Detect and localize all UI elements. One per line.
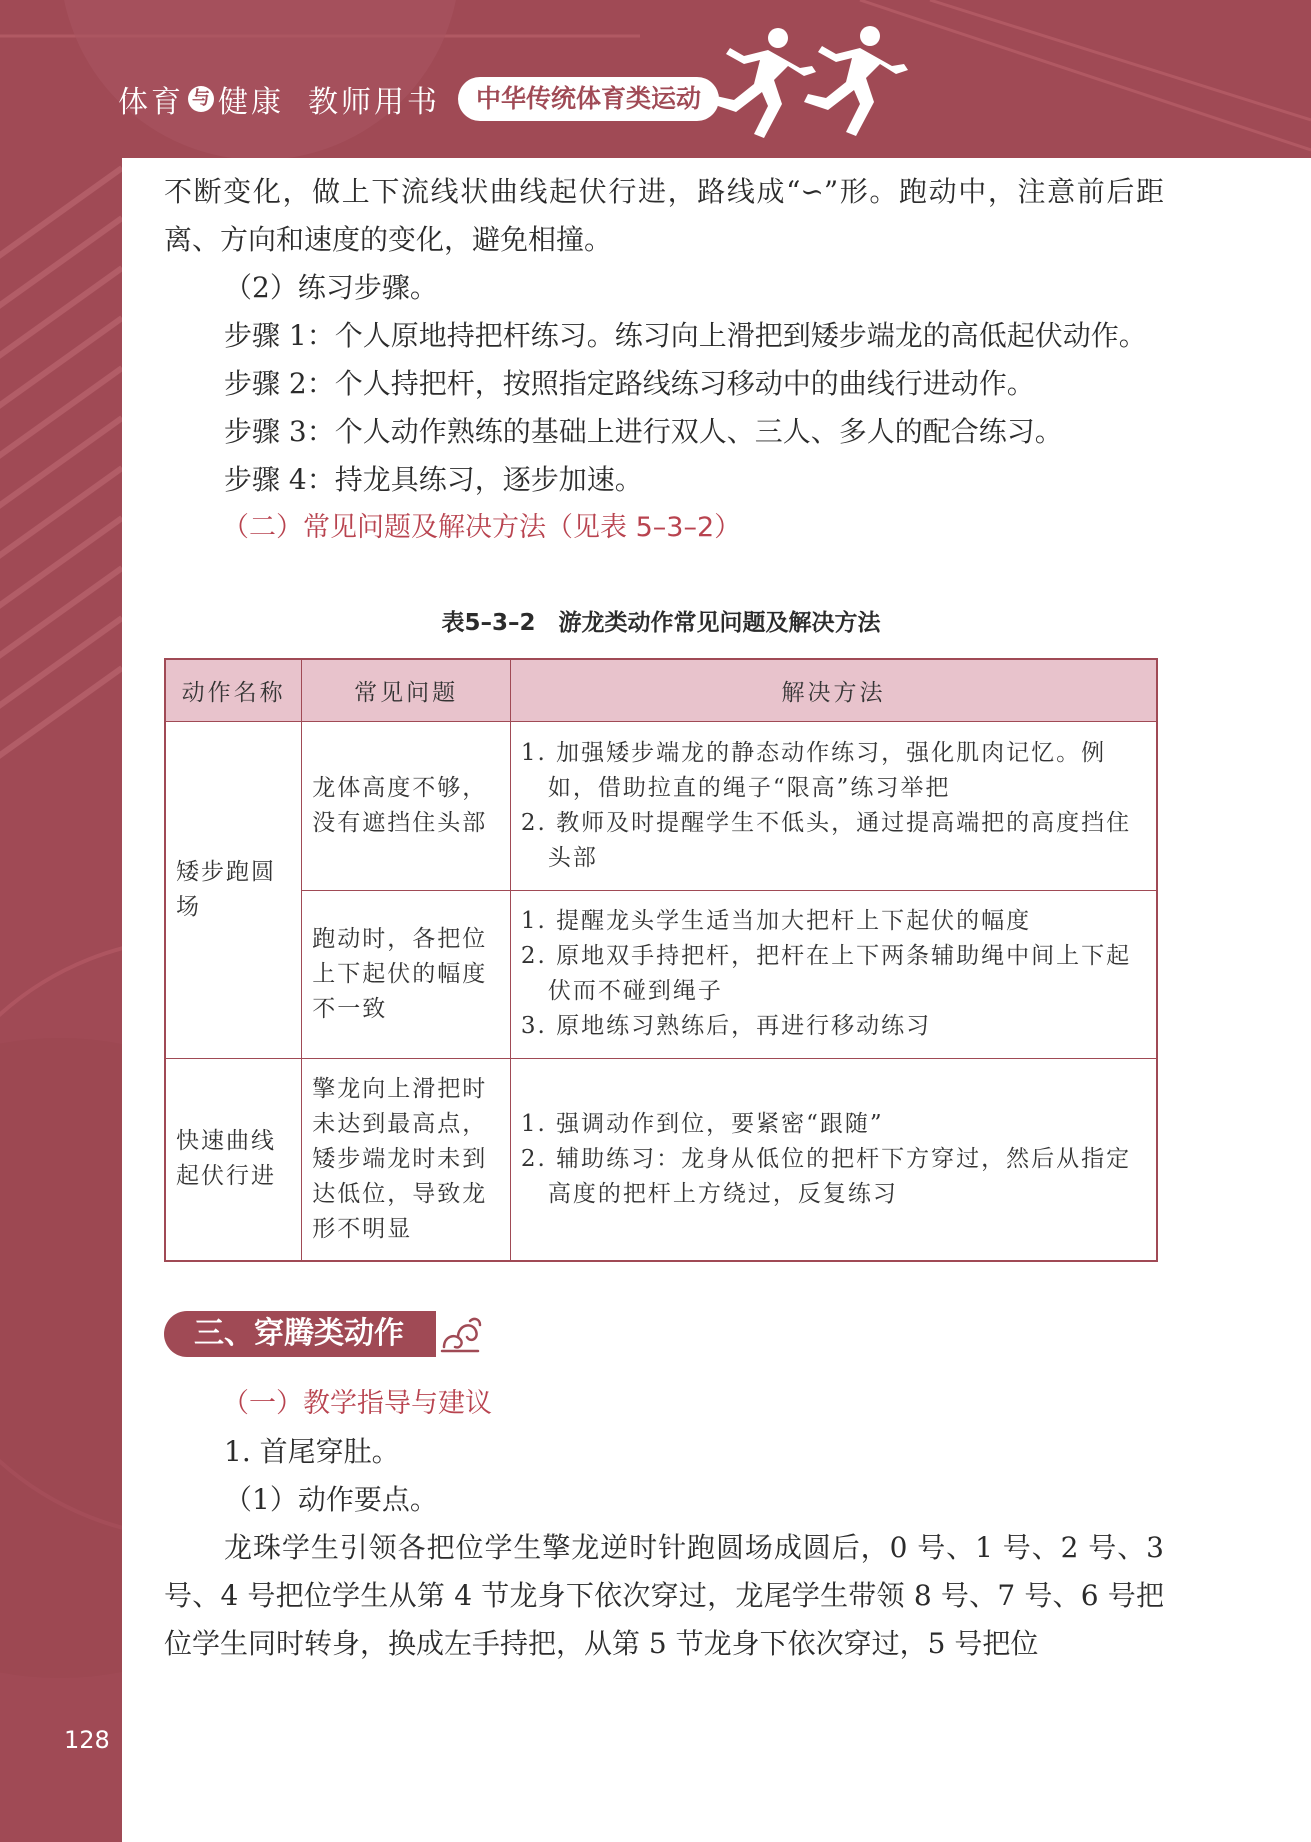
paragraph-continued: 不断变化，做上下流线状曲线起伏行进，路线成“∽”形。跑动中，注意前后距离、方向和速度的变化，避免相撞。 — [164, 175, 1164, 256]
table-row — [165, 1058, 1157, 1261]
solution-cell — [510, 721, 1157, 890]
solution-item: 1. 提醒龙头学生适当加大把杆上下起伏的幅度 — [520, 908, 1032, 934]
body-text-bottom — [164, 1380, 1164, 1668]
paragraph-item-1: 1. 首尾穿肚。 — [224, 1435, 400, 1468]
solution-item: 3. 原地练习熟练后，再进行移动练习 — [520, 1013, 932, 1039]
solution-item: 2. 原地双手持把杆，把杆在上下两条辅助绳中间上下起伏而不碰到绳子 — [520, 943, 1132, 1004]
subheading-teaching-guidance: （一）教学指导与建议 — [222, 1388, 492, 1419]
header-action-name: 动作名称 — [165, 659, 302, 721]
problems-solutions-table — [164, 658, 1158, 1262]
paragraph-key-points: （1）动作要点。 — [224, 1483, 438, 1516]
book-title-part-b: 健康 — [218, 85, 284, 120]
subheading-common-problems: （二）常见问题及解决方法（见表 5–3–2） — [222, 512, 742, 543]
table-row — [165, 721, 1157, 890]
solution-item: 1. 加强矮步端龙的静态动作练习，强化肌肉记忆。例如，借助拉直的绳子“限高”练习举把 — [520, 739, 1107, 801]
section-title: 三、穿腾类动作 — [164, 1311, 436, 1357]
left-stripes-decoration — [0, 158, 122, 1842]
runners-icon — [708, 22, 920, 140]
left-margin-band — [0, 158, 122, 1842]
paragraph-step-2: 步骤 2：个人持把杆，按照指定路线练习移动中的曲线行进动作。 — [224, 367, 1035, 400]
section-heading — [164, 1311, 484, 1357]
problem-cell: 擎龙向上滑把时未达到最高点，矮步端龙时未到达低位，导致龙形不明显 — [302, 1058, 511, 1261]
table-header-row — [165, 659, 1157, 721]
paragraph-step-4: 步骤 4：持龙具练习，逐步加速。 — [224, 463, 643, 496]
paragraph-description: 龙珠学生引领各把位学生擎龙逆时针跑圆场成圆后，0 号、1 号、2 号、3 号、4 号把位学生从第 4 节龙身下依次穿过，龙尾学生带领 8 号、7 号、6 号把位学生同时转身，换成左手持把，从第 5 节龙身下依次穿过，5 号把位 — [164, 1531, 1164, 1660]
table-row — [165, 890, 1157, 1058]
action-cell: 快速曲线起伏行进 — [165, 1058, 302, 1261]
book-title — [118, 77, 284, 121]
header-solution: 解决方法 — [510, 659, 1157, 721]
paragraph-practice-steps: （2）练习步骤。 — [224, 271, 438, 304]
header-common-problem: 常见问题 — [302, 659, 511, 721]
solution-cell — [510, 1058, 1157, 1261]
page-number: 128 — [64, 1726, 110, 1754]
problem-cell: 跑动时，各把位上下起伏的幅度不一致 — [302, 890, 511, 1058]
action-cell: 矮步跑圆场 — [165, 721, 302, 1058]
body-text-top — [164, 168, 1164, 552]
solution-cell — [510, 890, 1157, 1058]
unit-tag: 中华传统体育类运动 — [458, 77, 719, 121]
book-title-part-a: 体育 — [118, 85, 184, 120]
solution-item: 2. 教师及时提醒学生不低头，通过提高端把的高度挡住头部 — [520, 809, 1132, 871]
paragraph-step-1: 步骤 1：个人原地持把杆练习。练习向上滑把到矮步端龙的高低起伏动作。 — [224, 319, 1147, 352]
teacher-edition-label: 教师用书 — [308, 85, 440, 120]
solution-item: 1. 强调动作到位，要紧密“跟随” — [520, 1110, 884, 1137]
running-header — [118, 74, 719, 124]
solution-item: 2. 辅助练习：龙身从低位的把杆下方穿过，然后从指定高度的把杆上方绕过，反复练习 — [520, 1145, 1132, 1207]
auspicious-cloud-icon — [438, 1311, 484, 1357]
paragraph-step-3: 步骤 3：个人动作熟练的基础上进行双人、三人、多人的配合练习。 — [224, 415, 1063, 448]
problem-cell: 龙体高度不够，没有遮挡住头部 — [302, 721, 511, 890]
table-caption: 表5–3–2 游龙类动作常见问题及解决方法 — [441, 610, 881, 636]
book-title-ampersand: 与 — [188, 86, 214, 112]
